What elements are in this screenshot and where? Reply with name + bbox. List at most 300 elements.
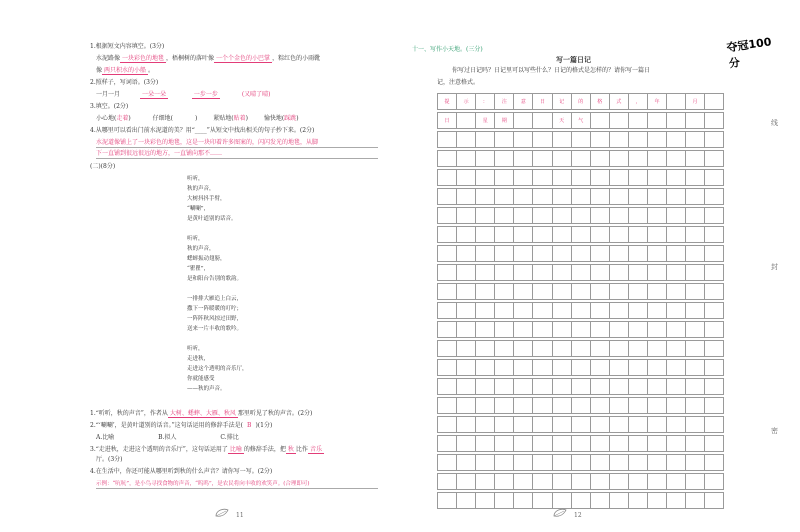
grid-cell[interactable] — [667, 474, 686, 490]
grid-cell[interactable] — [457, 265, 476, 281]
grid-cell[interactable] — [590, 227, 609, 243]
grid-cell[interactable] — [495, 493, 514, 509]
grid-cell[interactable] — [628, 189, 647, 205]
grid-cell[interactable] — [667, 455, 686, 471]
grid-cell[interactable] — [609, 303, 628, 319]
grid-cell[interactable] — [495, 265, 514, 281]
grid-cell[interactable]: 天 — [552, 113, 571, 129]
grid-cell[interactable] — [514, 474, 533, 490]
grid-cell[interactable] — [571, 246, 590, 262]
grid-cell[interactable] — [533, 246, 552, 262]
grid-cell[interactable] — [457, 189, 476, 205]
grid-cell[interactable] — [495, 379, 514, 395]
grid-cell[interactable] — [685, 113, 704, 129]
grid-cell[interactable] — [571, 189, 590, 205]
grid-cell[interactable] — [628, 379, 647, 395]
grid-cell[interactable] — [533, 417, 552, 433]
grid-cell[interactable] — [685, 379, 704, 395]
grid-cell[interactable]: 年 — [648, 94, 667, 110]
grid-cell[interactable] — [667, 360, 686, 376]
grid-cell[interactable] — [590, 208, 609, 224]
grid-cell[interactable] — [476, 360, 495, 376]
grid-cell[interactable] — [628, 436, 647, 452]
grid-cell[interactable] — [590, 455, 609, 471]
grid-cell[interactable] — [648, 246, 667, 262]
grid-cell[interactable] — [438, 341, 457, 357]
grid-cell[interactable] — [667, 379, 686, 395]
grid-cell[interactable] — [590, 360, 609, 376]
grid-cell[interactable] — [705, 246, 724, 262]
grid-cell[interactable] — [609, 436, 628, 452]
grid-cell[interactable] — [514, 227, 533, 243]
grid-cell[interactable] — [457, 379, 476, 395]
grid-cell[interactable] — [533, 474, 552, 490]
grid-cell[interactable] — [533, 113, 552, 129]
grid-cell[interactable] — [438, 227, 457, 243]
grid-cell[interactable] — [628, 341, 647, 357]
grid-cell[interactable] — [705, 227, 724, 243]
grid-cell[interactable] — [495, 436, 514, 452]
grid-cell[interactable] — [571, 474, 590, 490]
grid-cell[interactable] — [628, 227, 647, 243]
grid-cell[interactable] — [438, 474, 457, 490]
grid-cell[interactable] — [438, 132, 457, 148]
grid-cell[interactable] — [552, 417, 571, 433]
grid-cell[interactable] — [514, 493, 533, 509]
grid-cell[interactable] — [590, 284, 609, 300]
grid-cell[interactable] — [514, 322, 533, 338]
grid-cell[interactable] — [552, 208, 571, 224]
grid-cell[interactable] — [628, 303, 647, 319]
grid-cell[interactable] — [514, 284, 533, 300]
grid-cell[interactable] — [438, 151, 457, 167]
grid-cell[interactable] — [628, 360, 647, 376]
grid-cell[interactable] — [685, 132, 704, 148]
grid-cell[interactable] — [609, 208, 628, 224]
grid-cell[interactable]: 的 — [571, 94, 590, 110]
grid-cell[interactable] — [667, 493, 686, 509]
grid-cell[interactable] — [609, 189, 628, 205]
grid-cell[interactable] — [552, 246, 571, 262]
grid-cell[interactable] — [590, 379, 609, 395]
grid-cell[interactable] — [552, 455, 571, 471]
grid-cell[interactable] — [457, 151, 476, 167]
grid-cell[interactable] — [476, 265, 495, 281]
grid-cell[interactable]: 日 — [438, 113, 457, 129]
grid-cell[interactable] — [667, 246, 686, 262]
grid-cell[interactable] — [648, 303, 667, 319]
grid-cell[interactable] — [628, 113, 647, 129]
grid-cell[interactable] — [457, 436, 476, 452]
grid-cell[interactable] — [495, 284, 514, 300]
grid-cell[interactable] — [705, 398, 724, 414]
grid-cell[interactable] — [685, 436, 704, 452]
grid-cell[interactable] — [571, 341, 590, 357]
grid-cell[interactable] — [609, 284, 628, 300]
grid-cell[interactable] — [495, 322, 514, 338]
grid-cell[interactable]: 气 — [571, 113, 590, 129]
grid-cell[interactable] — [438, 170, 457, 186]
grid-cell[interactable] — [476, 398, 495, 414]
grid-cell[interactable] — [667, 436, 686, 452]
grid-cell[interactable] — [648, 265, 667, 281]
grid-cell[interactable] — [628, 493, 647, 509]
grid-cell[interactable] — [571, 284, 590, 300]
grid-cell[interactable] — [609, 265, 628, 281]
grid-cell[interactable] — [457, 113, 476, 129]
grid-cell[interactable] — [571, 360, 590, 376]
grid-cell[interactable] — [609, 341, 628, 357]
grid-cell[interactable] — [628, 474, 647, 490]
grid-cell[interactable] — [533, 132, 552, 148]
grid-cell[interactable] — [705, 322, 724, 338]
grid-cell[interactable] — [685, 265, 704, 281]
grid-cell[interactable] — [476, 493, 495, 509]
grid-cell[interactable] — [609, 246, 628, 262]
grid-cell[interactable] — [457, 493, 476, 509]
grid-cell[interactable] — [705, 360, 724, 376]
grid-cell[interactable] — [552, 170, 571, 186]
grid-cell[interactable] — [495, 474, 514, 490]
grid-cell[interactable] — [514, 132, 533, 148]
grid-cell[interactable] — [552, 322, 571, 338]
grid-cell[interactable] — [667, 132, 686, 148]
grid-cell[interactable] — [476, 417, 495, 433]
grid-cell[interactable] — [648, 132, 667, 148]
grid-cell[interactable] — [476, 227, 495, 243]
grid-cell[interactable] — [705, 170, 724, 186]
grid-cell[interactable] — [667, 170, 686, 186]
grid-cell[interactable] — [552, 284, 571, 300]
grid-cell[interactable] — [514, 455, 533, 471]
grid-cell[interactable] — [476, 132, 495, 148]
grid-cell[interactable] — [514, 398, 533, 414]
grid-cell[interactable] — [514, 189, 533, 205]
grid-cell[interactable] — [457, 417, 476, 433]
grid-cell[interactable] — [533, 265, 552, 281]
grid-cell[interactable] — [552, 265, 571, 281]
grid-cell[interactable] — [495, 417, 514, 433]
grid-cell[interactable]: 日 — [533, 94, 552, 110]
grid-cell[interactable] — [705, 493, 724, 509]
grid-cell[interactable] — [609, 474, 628, 490]
grid-cell[interactable] — [438, 284, 457, 300]
grid-cell[interactable] — [533, 322, 552, 338]
grid-cell[interactable] — [628, 170, 647, 186]
grid-cell[interactable] — [705, 151, 724, 167]
grid-cell[interactable] — [552, 398, 571, 414]
grid-cell[interactable] — [438, 208, 457, 224]
grid-cell[interactable] — [457, 360, 476, 376]
grid-cell[interactable] — [685, 474, 704, 490]
grid-cell[interactable] — [552, 132, 571, 148]
grid-cell[interactable] — [590, 132, 609, 148]
grid-cell[interactable] — [476, 246, 495, 262]
grid-cell[interactable] — [495, 189, 514, 205]
grid-cell[interactable]: 注 — [495, 94, 514, 110]
grid-cell[interactable] — [552, 493, 571, 509]
grid-cell[interactable] — [476, 322, 495, 338]
grid-cell[interactable] — [438, 436, 457, 452]
grid-cell[interactable] — [514, 303, 533, 319]
grid-cell[interactable] — [514, 341, 533, 357]
grid-cell[interactable] — [685, 360, 704, 376]
grid-cell[interactable] — [533, 341, 552, 357]
grid-cell[interactable] — [533, 455, 552, 471]
grid-cell[interactable] — [533, 170, 552, 186]
grid-cell[interactable] — [476, 436, 495, 452]
grid-cell[interactable] — [571, 417, 590, 433]
grid-cell[interactable] — [495, 227, 514, 243]
grid-cell[interactable] — [571, 227, 590, 243]
grid-cell[interactable] — [705, 94, 724, 110]
grid-cell[interactable] — [685, 303, 704, 319]
grid-cell[interactable] — [667, 151, 686, 167]
grid-cell[interactable] — [685, 170, 704, 186]
grid-cell[interactable] — [648, 341, 667, 357]
grid-cell[interactable] — [514, 379, 533, 395]
grid-cell[interactable] — [476, 170, 495, 186]
grid-cell[interactable] — [648, 284, 667, 300]
grid-cell[interactable] — [685, 246, 704, 262]
grid-cell[interactable] — [514, 113, 533, 129]
grid-cell[interactable] — [571, 455, 590, 471]
grid-cell[interactable] — [648, 398, 667, 414]
grid-cell[interactable] — [533, 284, 552, 300]
grid-cell[interactable] — [438, 189, 457, 205]
grid-cell[interactable] — [533, 360, 552, 376]
grid-cell[interactable] — [571, 265, 590, 281]
grid-cell[interactable] — [552, 341, 571, 357]
grid-cell[interactable] — [609, 360, 628, 376]
grid-cell[interactable] — [667, 94, 686, 110]
grid-cell[interactable] — [571, 436, 590, 452]
grid-cell[interactable] — [476, 189, 495, 205]
grid-cell[interactable] — [514, 246, 533, 262]
grid-cell[interactable] — [609, 379, 628, 395]
grid-cell[interactable] — [667, 189, 686, 205]
grid-cell[interactable] — [533, 436, 552, 452]
grid-cell[interactable] — [590, 189, 609, 205]
grid-cell[interactable] — [457, 246, 476, 262]
grid-cell[interactable] — [457, 303, 476, 319]
grid-cell[interactable] — [705, 474, 724, 490]
grid-cell[interactable] — [552, 436, 571, 452]
grid-cell[interactable] — [705, 113, 724, 129]
grid-cell[interactable] — [648, 379, 667, 395]
grid-cell[interactable] — [609, 132, 628, 148]
grid-cell[interactable] — [533, 398, 552, 414]
grid-cell[interactable] — [514, 436, 533, 452]
grid-cell[interactable] — [609, 113, 628, 129]
grid-cell[interactable] — [705, 436, 724, 452]
grid-cell[interactable] — [476, 455, 495, 471]
grid-cell[interactable] — [571, 170, 590, 186]
grid-cell[interactable]: 月 — [685, 94, 704, 110]
grid-cell[interactable] — [667, 398, 686, 414]
grid-cell[interactable] — [685, 189, 704, 205]
grid-cell[interactable] — [495, 455, 514, 471]
grid-cell[interactable] — [571, 132, 590, 148]
grid-cell[interactable]: 格 — [590, 94, 609, 110]
grid-cell[interactable] — [457, 398, 476, 414]
grid-cell[interactable] — [648, 208, 667, 224]
grid-cell[interactable] — [667, 322, 686, 338]
grid-cell[interactable] — [590, 436, 609, 452]
grid-cell[interactable] — [533, 208, 552, 224]
grid-cell[interactable]: 式 — [609, 94, 628, 110]
grid-cell[interactable] — [438, 455, 457, 471]
grid-cell[interactable] — [628, 151, 647, 167]
grid-cell[interactable] — [609, 170, 628, 186]
grid-cell[interactable] — [476, 341, 495, 357]
grid-cell[interactable] — [705, 132, 724, 148]
grid-cell[interactable] — [552, 360, 571, 376]
grid-cell[interactable] — [457, 322, 476, 338]
grid-cell[interactable] — [685, 493, 704, 509]
grid-cell[interactable] — [648, 170, 667, 186]
grid-cell[interactable] — [438, 246, 457, 262]
grid-cell[interactable] — [438, 493, 457, 509]
grid-cell[interactable]: ， — [628, 94, 647, 110]
grid-cell[interactable] — [533, 189, 552, 205]
grid-cell[interactable] — [628, 265, 647, 281]
grid-cell[interactable] — [533, 227, 552, 243]
grid-cell[interactable] — [495, 341, 514, 357]
grid-cell[interactable] — [667, 208, 686, 224]
grid-cell[interactable] — [495, 132, 514, 148]
grid-cell[interactable] — [552, 227, 571, 243]
grid-cell[interactable] — [457, 284, 476, 300]
grid-cell[interactable] — [495, 151, 514, 167]
grid-cell[interactable] — [590, 303, 609, 319]
grid-cell[interactable] — [571, 208, 590, 224]
grid-cell[interactable] — [667, 113, 686, 129]
grid-cell[interactable] — [590, 398, 609, 414]
grid-cell[interactable] — [533, 151, 552, 167]
writing-grid[interactable] — [437, 93, 724, 493]
grid-cell[interactable] — [495, 246, 514, 262]
grid-cell[interactable] — [667, 265, 686, 281]
grid-cell[interactable] — [552, 379, 571, 395]
grid-cell[interactable] — [590, 322, 609, 338]
grid-cell[interactable] — [648, 493, 667, 509]
grid-cell[interactable] — [495, 303, 514, 319]
grid-cell[interactable] — [705, 189, 724, 205]
grid-cell[interactable]: ： — [476, 94, 495, 110]
grid-cell[interactable] — [438, 417, 457, 433]
grid-cell[interactable] — [685, 322, 704, 338]
grid-cell[interactable] — [552, 189, 571, 205]
grid-cell[interactable]: 示 — [457, 94, 476, 110]
grid-cell[interactable] — [609, 151, 628, 167]
grid-cell[interactable] — [457, 208, 476, 224]
grid-cell[interactable] — [476, 303, 495, 319]
grid-cell[interactable] — [514, 151, 533, 167]
grid-cell[interactable]: 星 — [476, 113, 495, 129]
grid-cell[interactable] — [438, 265, 457, 281]
grid-cell[interactable] — [685, 151, 704, 167]
grid-cell[interactable] — [648, 360, 667, 376]
grid-cell[interactable] — [571, 379, 590, 395]
grid-cell[interactable] — [685, 284, 704, 300]
grid-cell[interactable] — [552, 303, 571, 319]
grid-cell[interactable] — [705, 455, 724, 471]
grid-cell[interactable] — [590, 170, 609, 186]
grid-cell[interactable] — [628, 208, 647, 224]
grid-cell[interactable] — [628, 417, 647, 433]
grid-cell[interactable] — [476, 208, 495, 224]
grid-cell[interactable] — [648, 474, 667, 490]
grid-cell[interactable] — [495, 360, 514, 376]
grid-cell[interactable] — [571, 493, 590, 509]
grid-cell[interactable] — [495, 398, 514, 414]
grid-cell[interactable] — [685, 208, 704, 224]
grid-cell[interactable] — [705, 417, 724, 433]
grid-cell[interactable] — [476, 284, 495, 300]
grid-cell[interactable] — [438, 398, 457, 414]
grid-cell[interactable] — [457, 474, 476, 490]
grid-cell[interactable] — [590, 246, 609, 262]
grid-cell[interactable] — [628, 132, 647, 148]
grid-cell[interactable] — [533, 303, 552, 319]
grid-cell[interactable] — [609, 398, 628, 414]
grid-cell[interactable] — [438, 360, 457, 376]
grid-cell[interactable] — [457, 341, 476, 357]
grid-cell[interactable] — [648, 417, 667, 433]
grid-cell[interactable] — [685, 227, 704, 243]
grid-cell[interactable] — [648, 227, 667, 243]
grid-cell[interactable] — [590, 341, 609, 357]
grid-cell[interactable] — [685, 341, 704, 357]
grid-cell[interactable] — [438, 322, 457, 338]
grid-cell[interactable] — [609, 227, 628, 243]
grid-cell[interactable] — [628, 284, 647, 300]
grid-cell[interactable] — [514, 208, 533, 224]
grid-cell[interactable] — [667, 303, 686, 319]
grid-cell[interactable] — [705, 341, 724, 357]
grid-cell[interactable] — [609, 322, 628, 338]
grid-cell[interactable] — [457, 170, 476, 186]
grid-cell[interactable] — [476, 379, 495, 395]
grid-cell[interactable] — [648, 455, 667, 471]
grid-cell[interactable] — [628, 322, 647, 338]
grid-cell[interactable] — [628, 246, 647, 262]
grid-cell[interactable] — [648, 436, 667, 452]
grid-cell[interactable] — [685, 455, 704, 471]
grid-cell[interactable] — [552, 151, 571, 167]
grid-cell[interactable] — [667, 341, 686, 357]
grid-cell[interactable] — [648, 151, 667, 167]
grid-cell[interactable] — [571, 398, 590, 414]
grid-cell[interactable] — [514, 360, 533, 376]
grid-cell[interactable] — [571, 303, 590, 319]
grid-cell[interactable] — [590, 151, 609, 167]
grid-cell[interactable] — [609, 493, 628, 509]
grid-cell[interactable] — [628, 398, 647, 414]
grid-cell[interactable] — [685, 398, 704, 414]
grid-cell[interactable] — [609, 417, 628, 433]
grid-cell[interactable] — [514, 265, 533, 281]
grid-cell[interactable] — [667, 284, 686, 300]
grid-cell[interactable] — [533, 493, 552, 509]
grid-cell[interactable] — [552, 474, 571, 490]
grid-cell[interactable] — [457, 132, 476, 148]
grid-cell[interactable] — [590, 113, 609, 129]
grid-cell[interactable] — [571, 322, 590, 338]
grid-cell[interactable] — [685, 417, 704, 433]
grid-cell[interactable] — [514, 170, 533, 186]
